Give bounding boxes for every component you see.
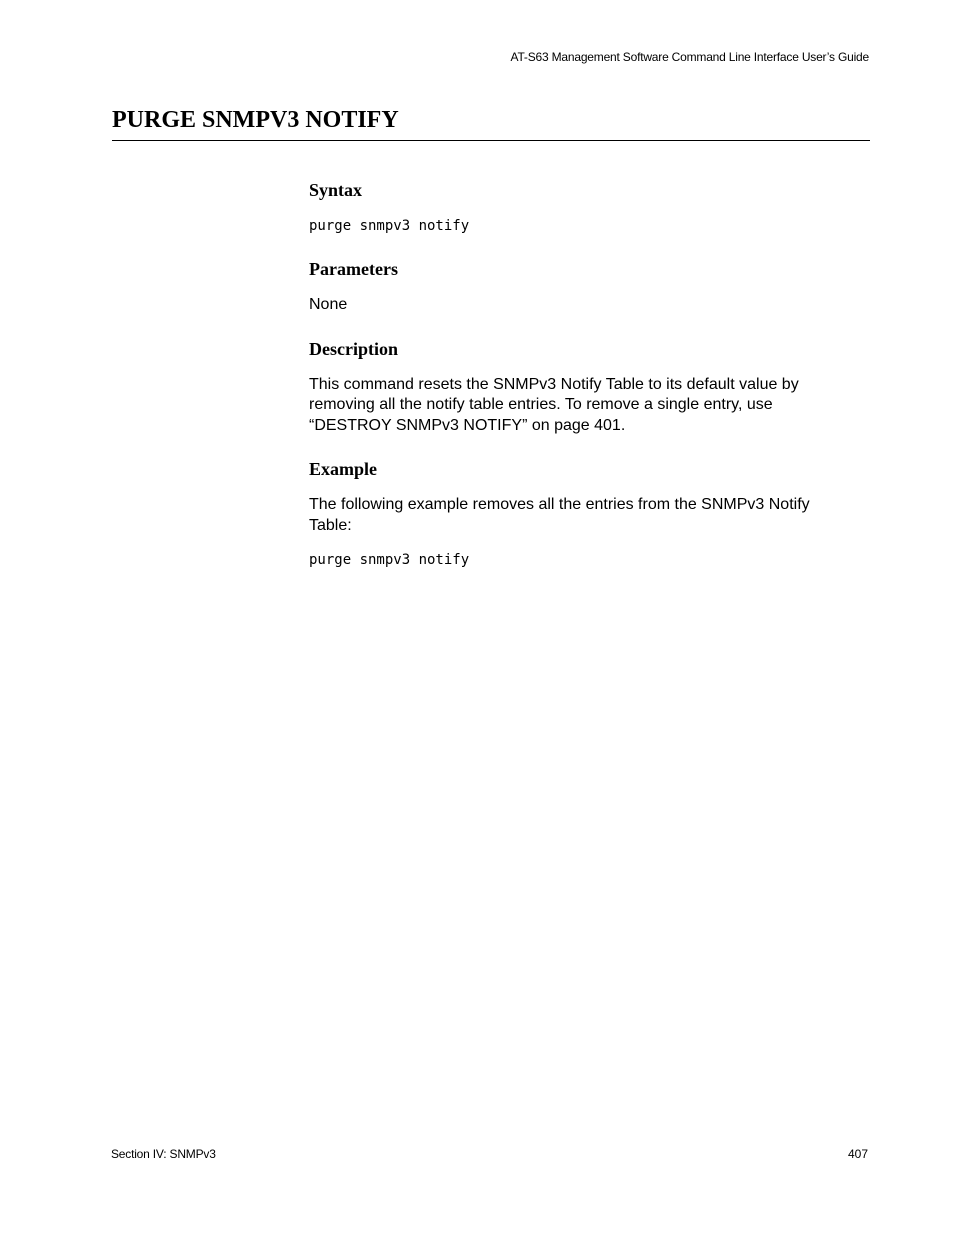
content-body <box>309 178 854 570</box>
footer-section-label: Section IV: SNMPv3 <box>111 1147 216 1161</box>
description-heading: Description <box>309 338 398 359</box>
description-text: This command resets the SNMPv3 Notify Table to its default value by removing all the notify table entries. To remove a single entry, use “DESTROY SNMPv3 NOTIFY” on page 401. <box>309 375 799 434</box>
page-title: PURGE SNMPV3 NOTIFY <box>112 107 399 133</box>
example-text: The following example removes all the entries from the SNMPv3 Notify Table: <box>309 496 810 534</box>
example-heading: Example <box>309 459 378 479</box>
example-code: purge snmpv3 notify <box>309 552 470 568</box>
parameters-text: None <box>309 296 348 313</box>
syntax-code: purge snmpv3 notify <box>309 218 470 234</box>
title-rule <box>112 140 870 141</box>
syntax-heading: Syntax <box>309 180 363 200</box>
footer-page-number: 407 <box>847 1147 868 1161</box>
running-header: AT-S63 Management Software Command Line Interface User’s Guide <box>510 50 869 64</box>
parameters-heading: Parameters <box>309 259 398 279</box>
